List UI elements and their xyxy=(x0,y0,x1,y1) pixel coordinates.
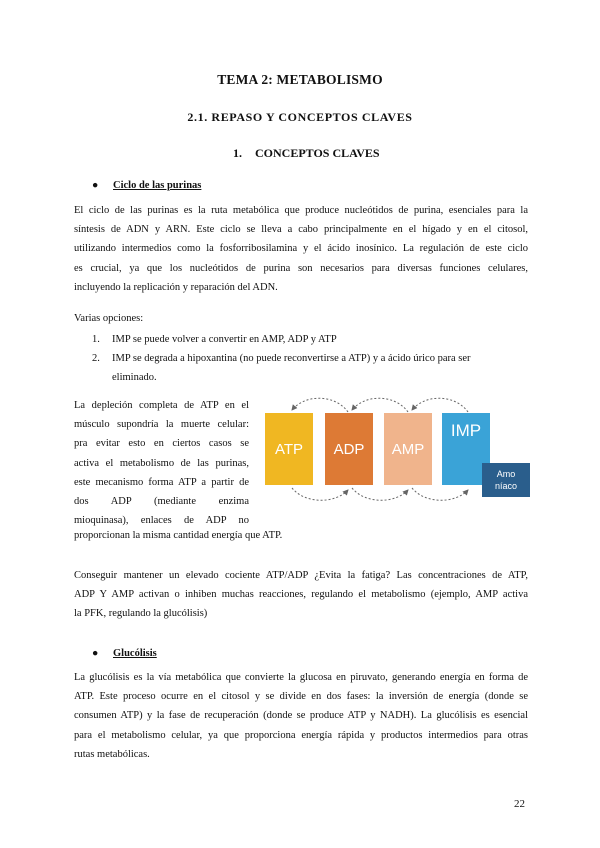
box-amp: AMP xyxy=(384,413,432,485)
box-imp: IMP xyxy=(442,413,490,485)
list-number: 1. xyxy=(92,334,100,345)
text-line: Conseguir mantener un elevado cociente ATP/ADP ¿Evita la fatiga? Las concentraciones de ATP, xyxy=(74,570,528,581)
page-title: TEMA 2: METABOLISMO xyxy=(217,72,383,87)
bullet-label: Ciclo de las purinas xyxy=(113,180,202,191)
box-atp: ATP xyxy=(265,413,313,485)
text-line: incluyendo la replicación y reparación del ADN. xyxy=(74,281,278,293)
text-line: utilizando intermedios como la fosforribosilamina y el ácido inosínico. La regulación de este ciclo xyxy=(74,243,528,255)
amoniaco-line-2: níaco xyxy=(494,481,518,491)
subsection-number: 1. xyxy=(233,146,242,160)
text-line: La glucólisis es la vía metabólica que convierte la glucosa en piruvato, generando energía en forma de xyxy=(74,672,528,683)
options-intro: Varias opciones: xyxy=(74,313,144,324)
text-line: consumen ATP) y la fase de recuperación (donde se produce ATP y NADH). La glucólisis es esencial xyxy=(74,710,528,722)
bullet-glucolisis xyxy=(92,648,157,659)
list-item xyxy=(92,330,528,349)
text-line: ATP. Este proceso ocurre en el citosol y se divide en dos fases: la inversión de energía (donde se xyxy=(74,691,528,703)
bullet-label: Glucólisis xyxy=(113,648,157,659)
subsection-heading xyxy=(233,146,380,161)
text-line: para el metabolismo celular, ya que proporciona energía rápida y productos intermedios para otras xyxy=(74,729,528,741)
bullet-dot-icon: ● xyxy=(92,648,99,659)
list-text: IMP se degrada a hipoxantina (no puede reconvertirse a ATP) y a ácido úrico para ser xyxy=(112,353,471,364)
page-number: 22 xyxy=(514,798,525,810)
list-item-continuation: eliminado. xyxy=(112,372,157,383)
text-line: La depleción completa de ATP en el xyxy=(74,400,249,411)
arrow-adp-to-atp xyxy=(292,398,348,412)
text-line: dos ADP (mediante enzima xyxy=(74,496,249,508)
glucolisis-paragraph xyxy=(74,668,528,764)
list-item xyxy=(92,349,528,368)
side-paragraph-last-line: proporcionan la misma cantidad energía que ATP. xyxy=(74,530,283,541)
text-line: ADP Y AMP activan o inhiben muchas reacciones, regulando el metabolismo (ejemplo, AMP activa xyxy=(74,589,528,601)
arrow-amp-to-adp xyxy=(352,398,408,412)
text-line: músculo supondría la muerte celular: xyxy=(74,419,249,431)
text-line: mioquinasa), enlaces de ADP no xyxy=(74,515,249,527)
box-adp: ADP xyxy=(325,413,373,485)
amoniaco-line-1: Amo xyxy=(496,469,516,479)
box-amoniaco xyxy=(482,463,530,497)
bullet-dot-icon: ● xyxy=(92,180,99,191)
list-text: IMP se puede volver a convertir en AMP, ADP y ATP xyxy=(112,334,337,345)
bullet-purinas xyxy=(92,180,201,191)
side-paragraph xyxy=(74,396,249,530)
text-line: activa el metabolismo de las purinas, xyxy=(74,457,249,469)
text-line: este mecanismo forma ATP a partir de xyxy=(74,476,249,488)
arrow-atp-to-adp xyxy=(292,488,348,500)
atp-adp-paragraph xyxy=(74,566,528,624)
purinas-paragraph xyxy=(74,201,528,297)
arrow-imp-to-amp xyxy=(412,398,468,412)
text-line: síntesis de ADN y ARN. Este ciclo se lleva a cabo principalmente en el hígado y en el citosol, xyxy=(74,224,528,236)
section-heading: 2.1. REPASO Y CONCEPTOS CLAVES xyxy=(187,110,413,124)
arrow-adp-to-amp xyxy=(352,488,408,500)
text-line: la PFK, regulando la glucólisis) xyxy=(74,608,208,620)
arrow-amp-to-imp xyxy=(412,488,468,500)
text-line: es crucial, ya que los nucleótidos de purina son necesarios para diversas funciones celulares, xyxy=(74,262,528,274)
text-line: pra evitar esto en ciertos casos se xyxy=(74,438,249,450)
list-number: 2. xyxy=(92,353,100,364)
subsection-label: CONCEPTOS CLAVES xyxy=(255,146,380,160)
text-line: El ciclo de las purinas es la ruta metabólica que produce nucleótidos de purina, esenciales para la xyxy=(74,205,528,216)
text-line: rutas metabólicas. xyxy=(74,748,150,760)
